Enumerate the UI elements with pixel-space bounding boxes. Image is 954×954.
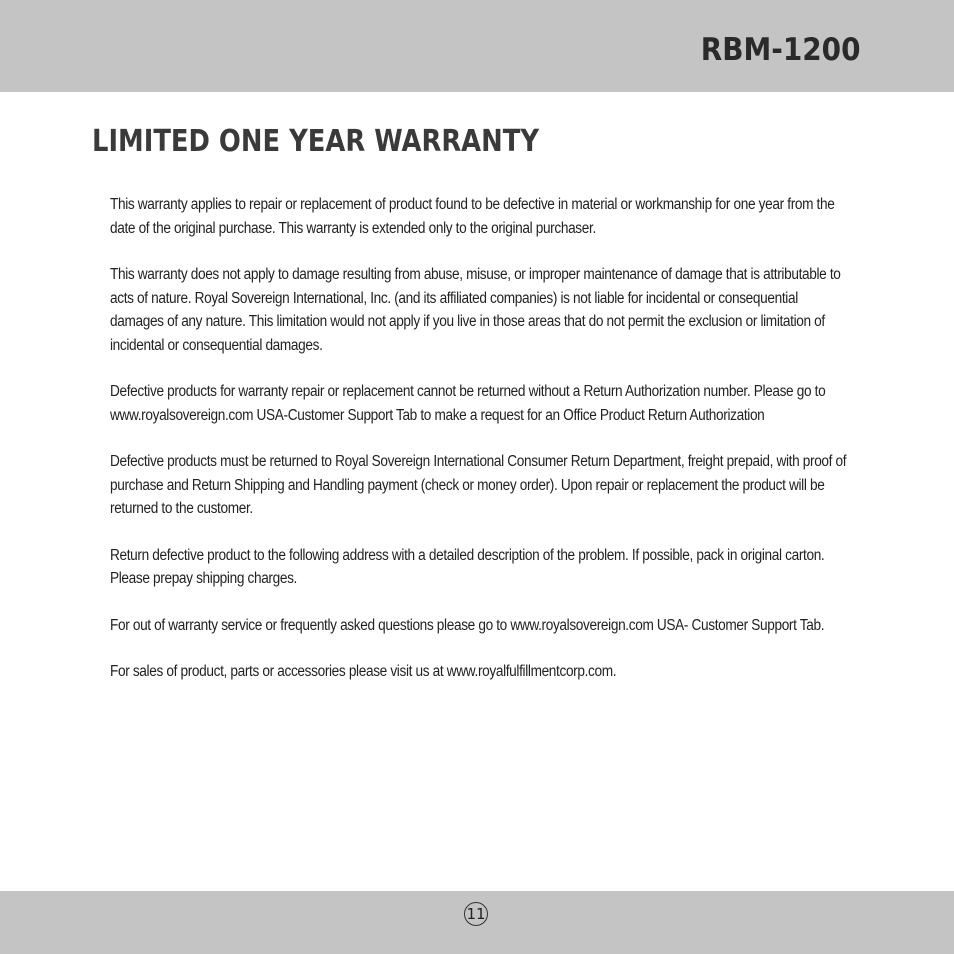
header-band <box>0 0 954 92</box>
paragraph-out-of-warranty: For out of warranty service or frequently asked questions please go to www.royalsovereign.com USA- Customer Support Tab. <box>110 616 825 634</box>
model-number: RBM-1200 <box>700 32 860 68</box>
page-number: 11 <box>464 902 488 926</box>
paragraph-return-shipping: Defective products must be returned to Royal Sovereign International Consumer Return Department, freight prepaid, with proof of purchase and Return Shipping and Handling payment (check or money order). Upon repair or replacement the product will be returned to the customer. <box>110 453 847 517</box>
paragraph-sales: For sales of product, parts or accessories please visit us at www.royalfulfillmentcorp.com. <box>110 663 617 680</box>
warranty-body <box>110 193 940 707</box>
paragraph-return-authorization: Defective products for warranty repair or replacement cannot be returned without a Return Authorization number. Please go to www.royalsovereign.com USA-Customer Support Tab to make a request for an Office Product Return Authorization <box>110 383 826 424</box>
paragraph-return-address: Return defective product to the following address with a detailed description of the problem. If possible, pack in original carton. Please prepay shipping charges. <box>110 546 825 587</box>
page-title: LIMITED ONE YEAR WARRANTY <box>92 124 540 159</box>
paragraph-exclusions: This warranty does not apply to damage resulting from abuse, misuse, or improper maintenance of damage that is attributable to acts of nature. Royal Sovereign International, Inc. (and its affiliated companies) is not liable for incidental or consequential damages of any nature. This limitation would not apply if you live in those areas that do not permit the exclusion or limitation of incidental or consequential damages. <box>110 266 841 354</box>
paragraph-coverage: This warranty applies to repair or replacement of product found to be defective in material or workmanship for one year from the date of the original purchase. This warranty is extended only to the original purchaser. <box>110 196 835 237</box>
